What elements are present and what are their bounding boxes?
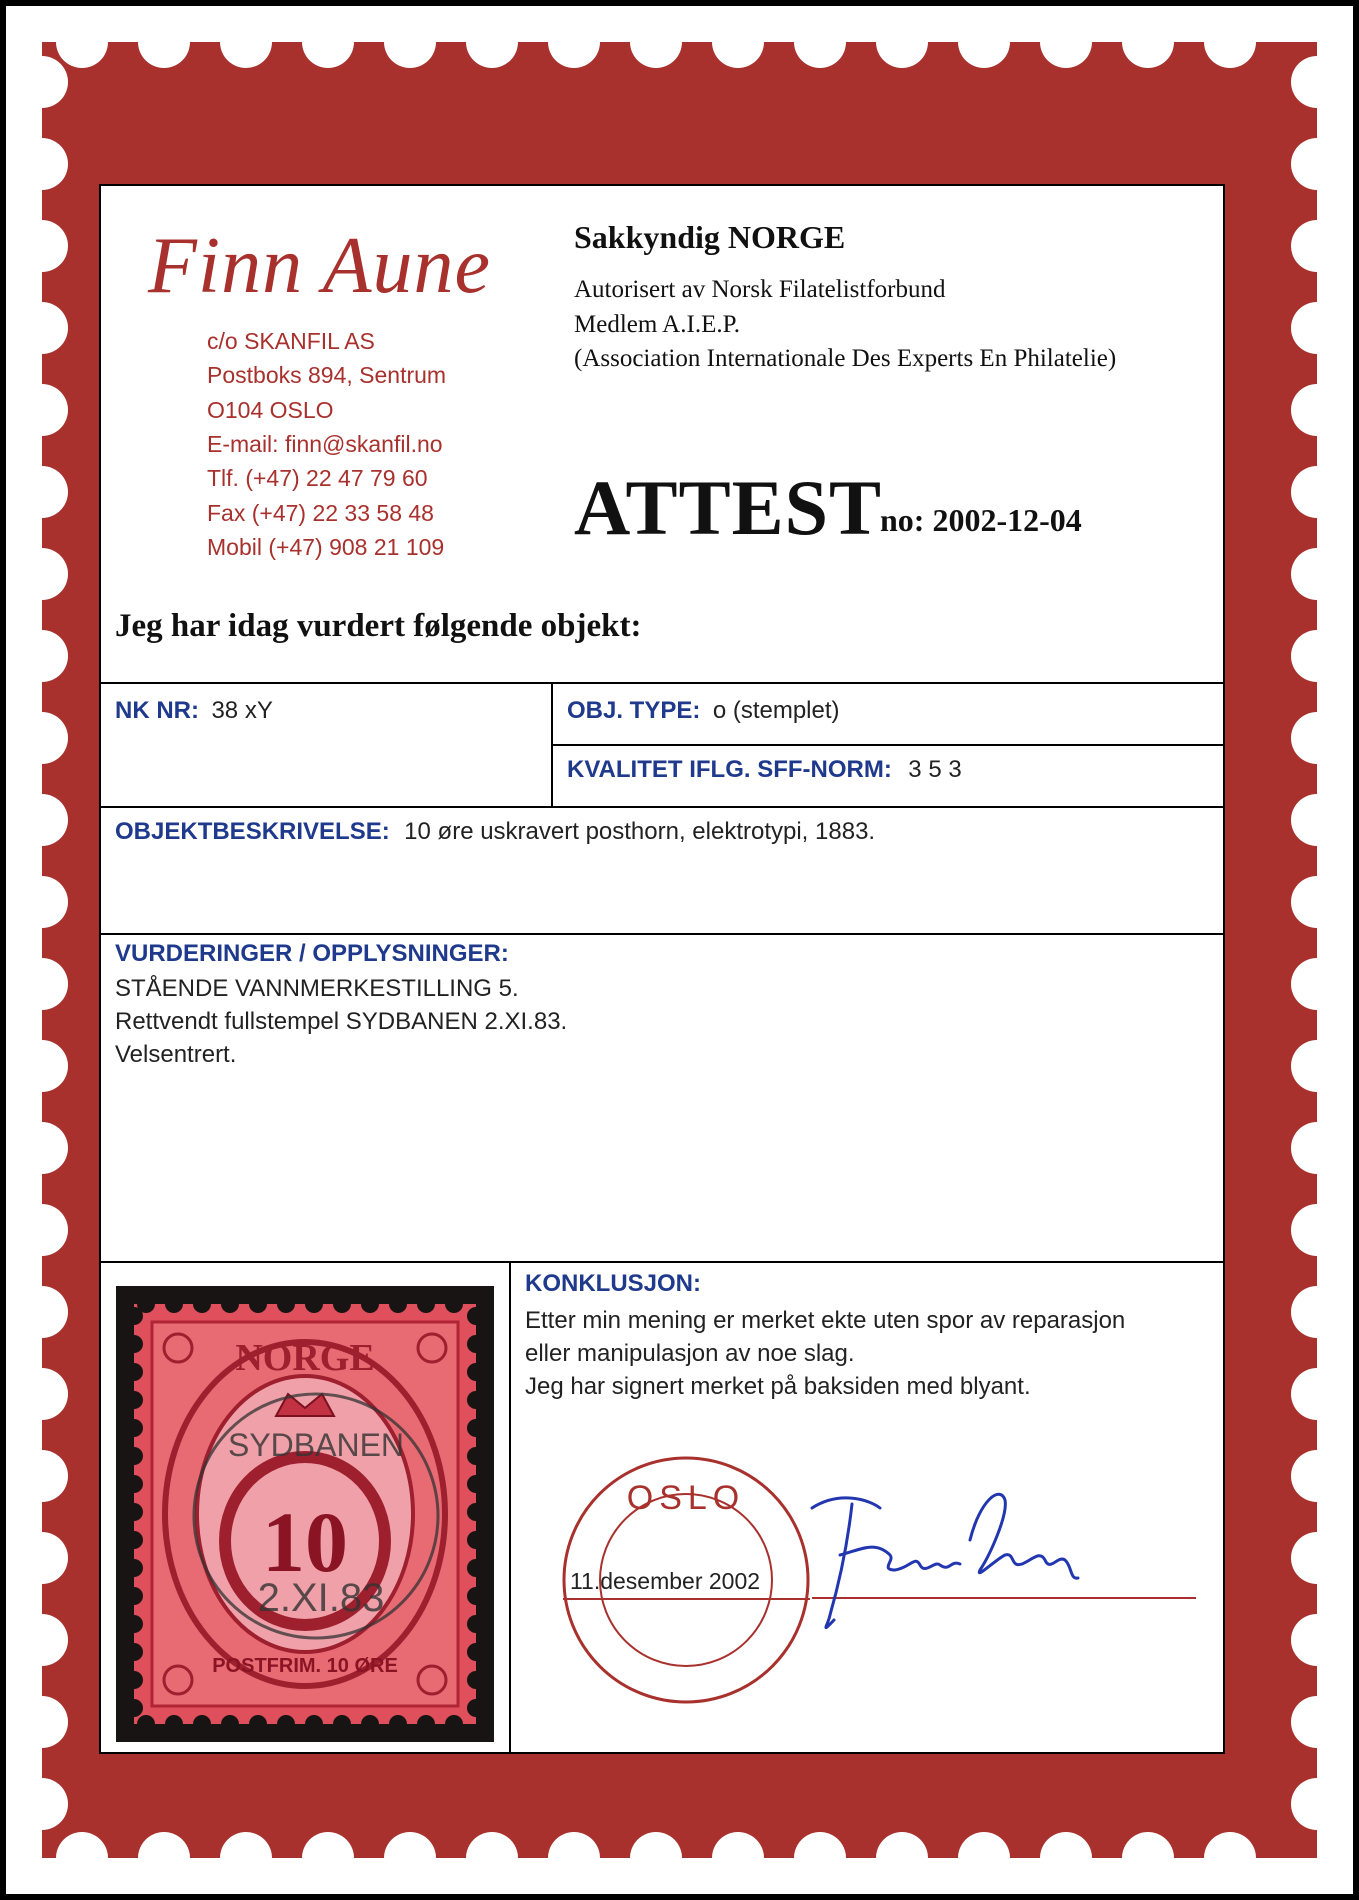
perforation-hole bbox=[277, 1715, 295, 1733]
perforation-hole bbox=[1291, 384, 1343, 436]
perforation-hole bbox=[361, 1715, 379, 1733]
perforation-hole bbox=[794, 16, 846, 68]
perforation-hole bbox=[389, 1715, 407, 1733]
perforation-hole bbox=[16, 138, 68, 190]
perforation-hole bbox=[466, 16, 518, 68]
address-line: O104 OSLO bbox=[207, 397, 334, 423]
perforation-hole bbox=[125, 1363, 143, 1381]
perforation-hole bbox=[16, 1204, 68, 1256]
perforation-hole bbox=[1204, 1832, 1256, 1884]
conclusion-line: Etter min mening er merket ekte uten spor av reparasjon bbox=[525, 1307, 1126, 1334]
perforation-hole bbox=[794, 1832, 846, 1884]
perforation-hole bbox=[630, 16, 682, 68]
signature bbox=[800, 1460, 1100, 1660]
perforation-hole bbox=[467, 1503, 485, 1521]
perforation-hole bbox=[1291, 1204, 1343, 1256]
perforation-hole bbox=[56, 1832, 108, 1884]
perforation-hole bbox=[1291, 220, 1343, 272]
perforation-hole bbox=[467, 1643, 485, 1661]
perforation-hole bbox=[1291, 1696, 1343, 1748]
perforation-hole bbox=[467, 1587, 485, 1605]
expert-title: Sakkyndig NORGE bbox=[574, 219, 846, 255]
perforation-hole bbox=[16, 1286, 68, 1338]
perforation-hole bbox=[16, 1614, 68, 1666]
perforation-hole bbox=[1291, 1286, 1343, 1338]
perforation-hole bbox=[305, 1295, 323, 1313]
assessments-text bbox=[115, 972, 567, 1071]
perforation-hole bbox=[16, 56, 68, 108]
nk-nr-value: 38 xY bbox=[211, 697, 273, 724]
perforation-hole bbox=[445, 1295, 463, 1313]
perforation-hole bbox=[16, 712, 68, 764]
perforation-hole bbox=[125, 1419, 143, 1437]
perforation-hole bbox=[125, 1391, 143, 1409]
perforation-hole bbox=[1291, 712, 1343, 764]
perforation-hole bbox=[333, 1715, 351, 1733]
perforation-hole bbox=[302, 16, 354, 68]
perforation-hole bbox=[305, 1715, 323, 1733]
perforation-hole bbox=[1291, 1450, 1343, 1502]
perforation-hole bbox=[1291, 630, 1343, 682]
perforation-hole bbox=[1040, 1832, 1092, 1884]
perforation-hole bbox=[1291, 1122, 1343, 1174]
stamp-image bbox=[116, 1286, 494, 1742]
perforation-hole bbox=[56, 16, 108, 68]
description-label: OBJEKTBESKRIVELSE: bbox=[115, 818, 390, 845]
perforation-hole bbox=[467, 1307, 485, 1325]
assessment-line: Velsentrert. bbox=[115, 1041, 237, 1068]
perforation-hole bbox=[1291, 1040, 1343, 1092]
perforation-hole bbox=[125, 1335, 143, 1353]
divider bbox=[100, 1261, 1224, 1263]
divider bbox=[509, 1261, 511, 1753]
perforation-hole bbox=[417, 1715, 435, 1733]
perforation-hole bbox=[16, 384, 68, 436]
perforation-hole bbox=[876, 1832, 928, 1884]
perforation-hole bbox=[302, 1832, 354, 1884]
perforation-hole bbox=[277, 1295, 295, 1313]
perforation-hole bbox=[1291, 794, 1343, 846]
perforation-hole bbox=[467, 1363, 485, 1381]
perforation-hole bbox=[125, 1307, 143, 1325]
address-line: Tlf. (+47) 22 47 79 60 bbox=[207, 465, 428, 491]
perforation-hole bbox=[445, 1715, 463, 1733]
perforation-hole bbox=[384, 1832, 436, 1884]
description-field bbox=[115, 818, 875, 846]
perforation-hole bbox=[220, 16, 272, 68]
perforation-hole bbox=[125, 1559, 143, 1577]
postmark-name: SYDBANEN bbox=[227, 1427, 405, 1463]
address-line: Mobil (+47) 908 21 109 bbox=[207, 534, 445, 560]
perforation-hole bbox=[958, 1832, 1010, 1884]
conclusion-line: Jeg har signert merket på baksiden med blyant. bbox=[525, 1373, 1031, 1400]
perforation-hole bbox=[548, 1832, 600, 1884]
perforation-hole bbox=[333, 1295, 351, 1313]
finn-aune-logo: Finn Aune bbox=[148, 222, 492, 310]
perforation-hole bbox=[125, 1447, 143, 1465]
perforation-hole bbox=[467, 1419, 485, 1437]
header-line: (Association Internationale Des Experts En Philatelie) bbox=[574, 345, 1117, 372]
divider bbox=[100, 806, 1224, 808]
header-line: Autorisert av Norsk Filatelistforbund bbox=[574, 276, 946, 303]
perforation-hole bbox=[125, 1671, 143, 1689]
obj-type-label: OBJ. TYPE: bbox=[567, 697, 701, 724]
perforation-hole bbox=[16, 630, 68, 682]
divider bbox=[551, 744, 1224, 746]
address-line: Fax (+47) 22 33 58 48 bbox=[207, 500, 434, 526]
obj-type-field bbox=[567, 697, 840, 725]
perforation-hole bbox=[548, 16, 600, 68]
perforation-hole bbox=[249, 1295, 267, 1313]
perforation-hole bbox=[1291, 1778, 1343, 1830]
perforation-hole bbox=[1291, 466, 1343, 518]
divider bbox=[100, 933, 1224, 935]
perforation-hole bbox=[221, 1715, 239, 1733]
oslo-seal bbox=[561, 1447, 812, 1713]
perforation-hole bbox=[361, 1295, 379, 1313]
conclusion-line: eller manipulasjon av noe slag. bbox=[525, 1340, 855, 1367]
intro-text: Jeg har idag vurdert følgende objekt: bbox=[115, 608, 642, 644]
perforation-hole bbox=[1122, 16, 1174, 68]
perforation-hole bbox=[417, 1295, 435, 1313]
perforation-hole bbox=[165, 1715, 183, 1733]
attest-heading: ATTEST bbox=[574, 464, 883, 551]
nk-nr-field bbox=[115, 697, 273, 725]
obj-type-value: o (stemplet) bbox=[712, 697, 840, 724]
attest-number: no: 2002-12-04 bbox=[880, 502, 1082, 538]
address-line: Postboks 894, Sentrum bbox=[207, 362, 447, 388]
perforation-hole bbox=[467, 1531, 485, 1549]
perforation-hole bbox=[221, 1295, 239, 1313]
perforation-hole bbox=[125, 1503, 143, 1521]
address-line: c/o SKANFIL AS bbox=[207, 328, 375, 354]
perforation-hole bbox=[712, 16, 764, 68]
perforation-hole bbox=[249, 1715, 267, 1733]
conclusion-text bbox=[525, 1304, 1125, 1403]
perforation-hole bbox=[1291, 548, 1343, 600]
perforation-hole bbox=[125, 1699, 143, 1717]
perforation-hole bbox=[125, 1615, 143, 1633]
divider bbox=[100, 682, 1224, 684]
header-line: Medlem A.I.E.P. bbox=[574, 311, 740, 338]
assessment-line: Rettvendt fullstempel SYDBANEN 2.XI.83. bbox=[115, 1008, 568, 1035]
perforation-hole bbox=[1291, 302, 1343, 354]
perforation-hole bbox=[467, 1671, 485, 1689]
perforation-hole bbox=[16, 958, 68, 1010]
perforation-hole bbox=[467, 1615, 485, 1633]
perforation-hole bbox=[220, 1832, 272, 1884]
perforation-hole bbox=[16, 548, 68, 600]
perforation-hole bbox=[1291, 1614, 1343, 1666]
perforation-hole bbox=[16, 1368, 68, 1420]
perforation-hole bbox=[1291, 1532, 1343, 1584]
perforation-hole bbox=[467, 1475, 485, 1493]
quality-field bbox=[567, 756, 962, 784]
perforation-hole bbox=[137, 1715, 155, 1733]
perforation-hole bbox=[125, 1643, 143, 1661]
perforation-hole bbox=[630, 1832, 682, 1884]
perforation-hole bbox=[467, 1447, 485, 1465]
perforation-hole bbox=[16, 1778, 68, 1830]
perforation-hole bbox=[712, 1832, 764, 1884]
perforation-hole bbox=[138, 16, 190, 68]
perforation-hole bbox=[466, 1832, 518, 1884]
assessments-label: VURDERINGER / OPPLYSNINGER: bbox=[115, 940, 509, 967]
seal-date: 11.desember 2002 bbox=[569, 1568, 761, 1594]
perforation-hole bbox=[1040, 16, 1092, 68]
conclusion-label: KONKLUSJON: bbox=[525, 1270, 702, 1297]
perforation-hole bbox=[389, 1295, 407, 1313]
stamp-value: 10 bbox=[262, 1494, 348, 1590]
perforation-hole bbox=[876, 16, 928, 68]
perforation-hole bbox=[193, 1295, 211, 1313]
perforation-hole bbox=[467, 1335, 485, 1353]
perforation-hole bbox=[138, 1832, 190, 1884]
nk-nr-label: NK NR: bbox=[115, 697, 199, 724]
description-value: 10 øre uskravert posthorn, elektrotypi, 1883. bbox=[404, 818, 876, 845]
perforation-hole bbox=[16, 1122, 68, 1174]
perforation-hole bbox=[125, 1475, 143, 1493]
perforation-hole bbox=[16, 794, 68, 846]
perforation-hole bbox=[16, 1450, 68, 1502]
address-line: E-mail: finn@skanfil.no bbox=[207, 431, 443, 457]
perforation-hole bbox=[958, 16, 1010, 68]
perforation-hole bbox=[125, 1587, 143, 1605]
postmark-date: 2.XI.83 bbox=[257, 1576, 385, 1620]
perforation-hole bbox=[16, 1696, 68, 1748]
perforation-hole bbox=[384, 16, 436, 68]
perforation-hole bbox=[1122, 1832, 1174, 1884]
stamp-inscription: POSTFRIM. 10 ØRE bbox=[212, 1655, 398, 1677]
perforation-hole bbox=[16, 220, 68, 272]
perforation-hole bbox=[1291, 876, 1343, 928]
quality-label: KVALITET IFLG. SFF-NORM: bbox=[567, 756, 892, 783]
perforation-hole bbox=[16, 876, 68, 928]
perforation-hole bbox=[16, 1040, 68, 1092]
perforation-hole bbox=[1291, 958, 1343, 1010]
stamp-country: NORGE bbox=[235, 1337, 375, 1379]
perforation-hole bbox=[1291, 1368, 1343, 1420]
perforation-hole bbox=[193, 1715, 211, 1733]
perforation-hole bbox=[1291, 138, 1343, 190]
perforation-hole bbox=[125, 1531, 143, 1549]
perforation-hole bbox=[16, 466, 68, 518]
perforation-hole bbox=[16, 302, 68, 354]
perforation-hole bbox=[467, 1699, 485, 1717]
quality-value: 3 5 3 bbox=[908, 756, 962, 783]
perforation-hole bbox=[165, 1295, 183, 1313]
perforation-hole bbox=[1291, 56, 1343, 108]
perforation-hole bbox=[467, 1391, 485, 1409]
seal-city: OSLO bbox=[626, 1479, 746, 1517]
perforation-hole bbox=[1204, 16, 1256, 68]
perforation-hole bbox=[16, 1532, 68, 1584]
assessment-line: STÅENDE VANNMERKESTILLING 5. bbox=[115, 975, 519, 1002]
perforation-hole bbox=[467, 1559, 485, 1577]
